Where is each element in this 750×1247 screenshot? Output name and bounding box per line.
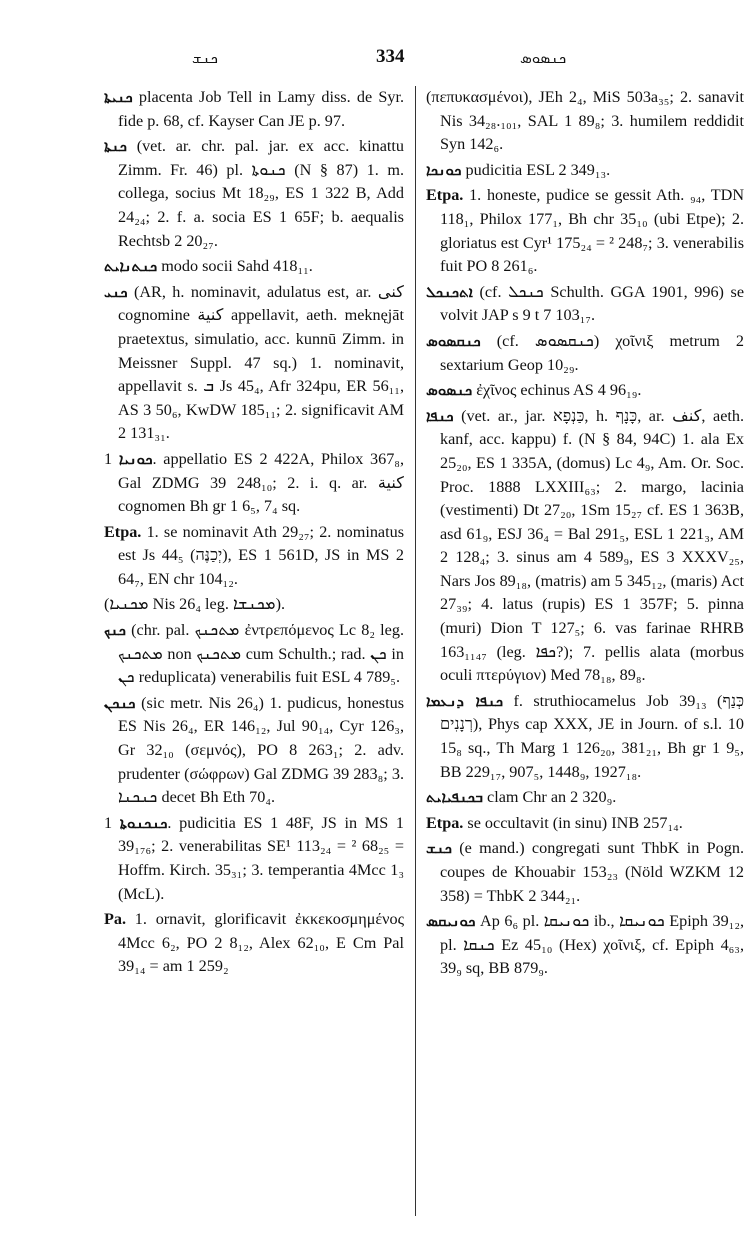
entry-text: 1. honeste, pudice se gessit Ath. ₉₄, TDN 118₁, Philox 177₁, Bh chr 35₁₀ (ubi Etpe); 2. gloriatus est Cyr¹ 175₂₄ = ² 248₇; 3. venerabilis fuit PO 8 261₆.: [440, 186, 745, 276]
entry-headword: ܟܢܝܬܐ: [104, 88, 133, 106]
entry-headword: Etpa.: [426, 186, 464, 205]
entry-headword: ܟܢܩܣܘܣ: [426, 331, 481, 350]
dictionary-entry: [104, 619, 404, 690]
dictionary-entry: [104, 448, 404, 519]
entry-headword: ܒܟܢܦܝܐܝܬ: [426, 788, 483, 807]
entry-text: (vet. ar., jar. כַּנְפָא, h. כָּנָף, ar. كنف, aeth. kanf, acc. kappu) f. (N § 84, 94C) 1. ala Ex 25₂₀, ES 1 335A, (domus) Lc 4₉, Am. Or. Soc. Proc. 1888 LXXIII₆₃; 2. margo, lacinia (vestimenti) Dt 27₂₀, 1Sm 15₂₇ cf. ES 1 363B, asd 61₉, ESJ 36₄ = Bal 291₅, ESL 1 221₃, AM 2 128₄; 3. sinus am 4 589₉, ES 3 XXXV₂₅, Nars Jos 89₁₈, (matris) am 5 345₁₂, (maris) Act 27₃₉; 4. latus (rupis) ES 1 357F; 5. pinna (muri) Dion T 127₅; 6. vas farinae RHRB 163₁₁₄₇ (leg. ܟܦܐ?); 7. pellis alata (morbus oculi πτερύγιον) Med 78₁₈, 89₈.: [440, 406, 745, 685]
dictionary-entry: [426, 281, 744, 328]
entry-headword: Etpa.: [104, 522, 142, 541]
dictionary-entry: [426, 812, 744, 836]
dictionary-entry: [426, 184, 744, 278]
dictionary-entry: [104, 593, 404, 617]
entry-text: (chr. pal. ܡܬܟܢܟ ἐντρεπόμενος Lc 8₂ leg. ܡܬܟܢܟ non ܡܬܟܢܟ cum Schulth.; rad. ܟܢ in ܟܢ reduplicata) venerabilis fuit ESL 4 789₅.: [118, 621, 405, 687]
dictionary-entry: [426, 910, 744, 981]
entry-headword: ܟܘܢܝܩܣ: [426, 912, 476, 931]
right-column: [426, 86, 744, 983]
dictionary-entry: [426, 379, 744, 403]
entry-headword: ܟܢܟܢܘܬܐ: [119, 813, 168, 832]
entry-text: (AR, h. nominavit, adulatus est, ar. كنى cognomine كنية appellavit, aeth. meknęjāt praetextus, simulatio, acc. kunnū Zimm. in Meissner Suppl. 47 sq.) 1. nominavit, appellavit s. ܒ Js 45₄, Afr 324pu, ER 56₁₁, AS 3 50₆, KwDW 185₁₁; 2. significavit AM 2 131₃₁.: [118, 282, 404, 443]
entry-headword: ܟܢܣܘܣ: [426, 381, 473, 400]
entry-text: (vet. ar. chr. pal. jar. ex acc. kinattu Zimm. Fr. 46) pl. ܟܢܘܬܐ (N § 87) 1. m. collega, socius Mt 18₂₉, ES 1 322 B, Add 24₂₄; 2. f. a. socia ES 1 65F; b. aequalis Rechtsb 2 20₂₇.: [118, 137, 405, 250]
entry-headword: ܐܬܟܢܟܠ: [426, 282, 473, 301]
entry-text: 1. appellatio ES 2 422A, Philox 367₈, Gal ZDMG 39 248₁₀; 2. i. q. ar. كنية cognomen Bh gr 1 6₅, 7₄ sq.: [104, 449, 404, 516]
entry-text: f. struthiocamelus Job 39₁₃ (כְּנַף רְנָנִים), Phys cap XXX, JE in Journ. of s.l. 10 15₈ sq., Th Marg 1 126₂₀, 381₂₁, Bh gr 1 9₅, BB 229₁₇, 907₅, 1448₉, 1927₁₈.: [440, 691, 744, 781]
dictionary-entry: [426, 837, 744, 908]
running-head-right: ܟܢܣܘܣ: [520, 51, 567, 67]
entry-text: 1. se nominavit Ath 29₂₇; 2. nominatus est Js 44₅ (יְכַנֶּה), ES 1 561D, JS in MS 2 64₇, EN chr 104₁₂.: [118, 522, 405, 588]
dictionary-entry: [104, 281, 404, 446]
entry-headword: ܟܘܢܝܐ: [118, 449, 153, 468]
entry-text: (ܡܟܢܝܐ Nis 26₄ leg. ܡܟܢܫܐ).: [104, 595, 286, 614]
entry-text: 1. ornavit, glorificavit ἐκκεκοσμημένος 4Mcc 6₂, PO 2 8₁₂, Alex 62₁₀, E Cm Pal 39₁₄ = am 1 259₂: [118, 910, 405, 976]
dictionary-entry: [426, 159, 744, 183]
page-number: 334: [376, 46, 405, 67]
dictionary-entry: [104, 255, 404, 279]
entry-text: se occultavit (in sinu) INB 257₁₄.: [467, 813, 683, 832]
entry-text: pudicitia ESL 2 349₁₃.: [465, 160, 611, 179]
dictionary-entry: [426, 330, 744, 377]
dictionary-entry: [104, 908, 404, 979]
left-column: [104, 86, 404, 981]
entry-text: (e mand.) congregati sunt ThbK in Pogn. coupes de Khouabir 153₂₃ (Nöld WZKM 12 358) = ThbK 2 344₂₁.: [440, 839, 745, 905]
entry-text: (πεπυκασμένοι), JEh 2₄, MiS 503a₃₅; 2. sanavit Nis 34₂₈.₁₀₁, SAL 1 89₈; 3. humilem reddidit Syn 142₆.: [426, 88, 744, 154]
entry-headword: ܟܢܬܐ: [104, 137, 127, 156]
dictionary-entry: [104, 135, 404, 253]
column-divider: [415, 86, 416, 1216]
page-header: [0, 46, 750, 74]
entry-headword: ܟܢܟܢ: [104, 693, 136, 712]
dictionary-entry: [104, 521, 404, 592]
entry-text: (sic metr. Nis 26₄) 1. pudicus, honestus ES Nis 26₄, ER 146₁₂, Jul 90₁₄, Cyr 126₃, Gr 32₁₀ (σεμνός), PO 8 263₁; 2. adv. prudenter (σώφρων) Gal ZDMG 39 283₈; 3. ܟܢܟܢܐ decet Bh Eth 70₄.: [118, 693, 405, 807]
dictionary-entry: [104, 812, 404, 906]
dictionary-entry: [426, 690, 744, 784]
dictionary-entry: [426, 86, 744, 157]
entry-text: clam Chr an 2 320₉.: [487, 788, 617, 807]
entry-text: (cf. ܟܢܩܣܘܣ) χοῖνιξ metrum 2 sextarium Geop 10₂₉.: [440, 331, 745, 374]
entry-headword: Etpa.: [426, 813, 464, 832]
entry-headword: ܟܘܢܟܐ: [426, 160, 462, 179]
running-head-left: ܟܢܫ: [192, 51, 218, 67]
dictionary-entry: [104, 692, 404, 810]
entry-headword: ܟܢܦܐ: [426, 406, 454, 425]
dictionary-entry: [426, 405, 744, 688]
entry-headword: ܟܢܫ: [426, 839, 452, 858]
entry-text: ἐχῖνος echinus AS 4 96₁₉.: [476, 381, 642, 400]
entry-headword: Pa.: [104, 910, 127, 929]
entry-headword: ܟܢܦܐ ܕܢܥܡܐ: [426, 691, 504, 710]
dictionary-entry: [104, 86, 404, 133]
entry-text: 1. pudicitia ES 1 48F, JS in MS 1 39₁₇₆; 2. venerabilitas SE¹ 113₂₄ = ² 68₂₅ = Hoffm. Kirch. 35₃₁; 3. temperantia 4Mcc 1₃ (McL).: [104, 813, 404, 903]
entry-headword: ܟܢܟ: [104, 621, 126, 640]
entry-headword: ܟܢܬܢܐܝܬ: [104, 257, 158, 276]
entry-text: (cf. ܟܢܟܠ Schulth. GGA 1901, 996) se volvit JAP s 9 t 7 103₁₇.: [440, 282, 745, 325]
entry-text: modo socii Sahd 418₁₁.: [161, 257, 313, 276]
entry-headword: ܟܢܝ: [104, 282, 128, 301]
entry-text: placenta Job Tell in Lamy diss. de Syr. fide p. 68, cf. Kayser Can JE p. 97.: [118, 88, 405, 130]
dictionary-entry: [426, 786, 744, 810]
entry-text: Ap 6₆ pl. ܟܘܢܝܩܐ ib., ܟܘܢܝܩܐ Epiph 39₁₂, pl. ܟܢܩܐ Ez 45₁₀ (Hex) χοῖνιξ, cf. Epiph 4₆₃, 39₉ sq, BB 879₉.: [440, 912, 745, 978]
